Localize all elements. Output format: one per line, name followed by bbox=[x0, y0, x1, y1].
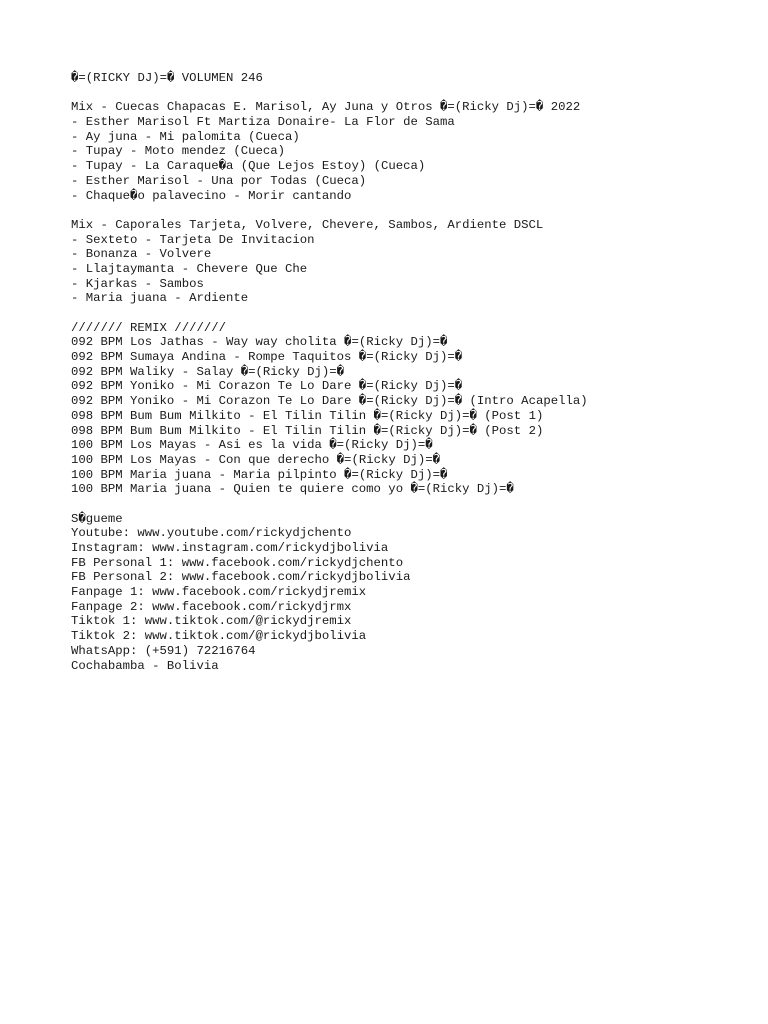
blank-line bbox=[71, 203, 751, 218]
track-item: - Llajtaymanta - Chevere Que Che bbox=[71, 261, 308, 276]
contact-location: Cochabamba - Bolivia bbox=[71, 658, 219, 673]
remix-item: 100 BPM Los Mayas - Asi es la vida �=(Ricky Dj)=� bbox=[71, 438, 433, 453]
remix-item: 100 BPM Maria juana - Maria pilpinto �=(Ricky Dj)=� bbox=[71, 467, 448, 482]
contact-tiktok-2: Tiktok 2: www.tiktok.com/@rickydjbolivia bbox=[71, 629, 367, 644]
contact-fb-personal-2: FB Personal 2: www.facebook.com/rickydjbolivia bbox=[71, 570, 411, 585]
contact-whatsapp: WhatsApp: (+591) 72216764 bbox=[71, 643, 256, 658]
contact-youtube: Youtube: www.youtube.com/rickydjchento bbox=[71, 526, 352, 541]
contact-fb-personal-1: FB Personal 1: www.facebook.com/rickydjchento bbox=[71, 555, 404, 570]
remix-item: 100 BPM Los Mayas - Con que derecho �=(Ricky Dj)=� bbox=[71, 452, 441, 467]
track-item: - Ay juna - Mi palomita (Cueca) bbox=[71, 129, 300, 144]
contact-header: S�gueme bbox=[71, 511, 123, 526]
track-item: - Sexteto - Tarjeta De Invitacion bbox=[71, 232, 315, 247]
contact-instagram: Instagram: www.instagram.com/rickydjbolivia bbox=[71, 541, 389, 555]
track-item: - Esther Marisol Ft Martiza Donaire- La Flor de Sama bbox=[71, 115, 455, 130]
blank-line bbox=[71, 306, 751, 321]
section-header: Mix - Cuecas Chapacas E. Marisol, Ay Juna y Otros �=(Ricky Dj)=� 2022 bbox=[71, 100, 581, 115]
document-page bbox=[71, 71, 751, 673]
remix-item: 092 BPM Sumaya Andina - Rompe Taquitos �=(Ricky Dj)=� bbox=[71, 350, 463, 365]
track-item: - Tupay - Moto mendez (Cueca) bbox=[71, 144, 286, 159]
remix-item: 100 BPM Maria juana - Quien te quiere como yo �=(Ricky Dj)=� bbox=[71, 482, 514, 497]
remix-item: 092 BPM Yoniko - Mi Corazon Te Lo Dare �=(Ricky Dj)=� (Intro Acapella) bbox=[71, 394, 588, 409]
track-item: - Bonanza - Volvere bbox=[71, 247, 212, 262]
blank-line bbox=[71, 86, 751, 101]
track-item: - Maria juana - Ardiente bbox=[71, 291, 249, 306]
contact-fanpage-1: Fanpage 1: www.facebook.com/rickydjremix bbox=[71, 585, 367, 600]
track-item: - Chaque�o palavecino - Morir cantando bbox=[71, 188, 352, 203]
contact-tiktok-1: Tiktok 1: www.tiktok.com/@rickydjremix bbox=[71, 614, 352, 629]
remix-item: 098 BPM Bum Bum Milkito - El Tilin Tilin �=(Ricky Dj)=� (Post 1) bbox=[71, 408, 544, 423]
document-title: �=(RICKY DJ)=� VOLUMEN 246 bbox=[71, 71, 263, 85]
track-item: - Kjarkas - Sambos bbox=[71, 276, 204, 291]
blank-line bbox=[71, 497, 751, 512]
remix-item: 092 BPM Los Jathas - Way way cholita �=(Ricky Dj)=� bbox=[71, 335, 448, 350]
remix-item: 098 BPM Bum Bum Milkito - El Tilin Tilin �=(Ricky Dj)=� (Post 2) bbox=[71, 423, 544, 438]
track-item: - Tupay - La Caraque�a (Que Lejos Estoy) (Cueca) bbox=[71, 159, 426, 174]
remix-item: 092 BPM Yoniko - Mi Corazon Te Lo Dare �=(Ricky Dj)=� bbox=[71, 379, 463, 394]
track-item: - Esther Marisol - Una por Todas (Cueca) bbox=[71, 173, 367, 188]
remix-header: /////// REMIX /////// bbox=[71, 320, 226, 335]
contact-fanpage-2: Fanpage 2: www.facebook.com/rickydjrmx bbox=[71, 599, 352, 614]
section-header: Mix - Caporales Tarjeta, Volvere, Chevere, Sambos, Ardiente DSCL bbox=[71, 217, 544, 232]
remix-item: 092 BPM Waliky - Salay �=(Ricky Dj)=� bbox=[71, 364, 345, 379]
